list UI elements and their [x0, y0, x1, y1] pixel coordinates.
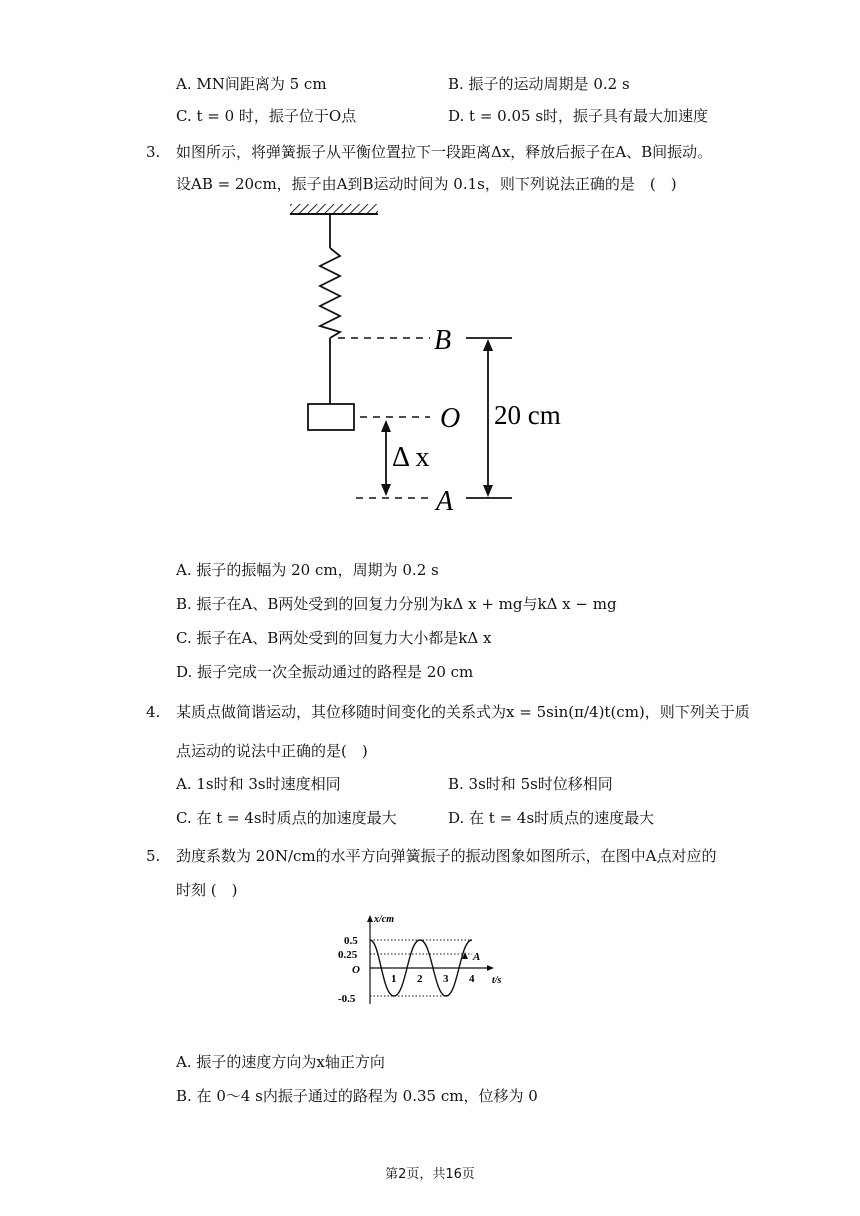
len-arrow-head-up [483, 339, 493, 351]
label-b: B [434, 325, 452, 356]
y-tick-0.5: 0.5 [344, 935, 358, 947]
q2-option-d: D. t = 0.05 s时，振子具有最大加速度 [448, 107, 709, 125]
q4-option-a: A. 1s时和 3s时速度相同 [176, 775, 341, 793]
graph-y-arrow [367, 915, 373, 922]
page-footer: 第2页，共16页 [385, 1167, 475, 1182]
q5-stem-line1: 劲度系数为 20N/cm的水平方向弹簧振子的振动图象如图所示，在图中A点对应的 [176, 847, 717, 865]
label-a: A [436, 486, 454, 517]
q2-option-a: A. MN间距离为 5 cm [176, 75, 327, 93]
x-tick-4: 4 [469, 973, 475, 985]
q3-option-b: B. 振子在A、B两处受到的回复力分别为kΔ x + mg与kΔ x − mg [176, 595, 617, 613]
y-tick-neg0.5: -0.5 [338, 993, 356, 1005]
q3-option-c: C. 振子在A、B两处受到的回复力大小都是kΔ x [176, 629, 492, 647]
q5-option-a: A. 振子的速度方向为x轴正方向 [176, 1053, 385, 1071]
spring-coil [320, 248, 340, 338]
label-length: 20 cm [494, 400, 561, 430]
ceiling-hatch [290, 204, 378, 214]
q3-stem-line1: 如图所示，将弹簧振子从平衡位置拉下一段距离Δx，释放后振子在A、B间振动。 [176, 143, 713, 161]
q5-option-b: B. 在 0～4 s内振子通过的路程为 0.35 cm，位移为 0 [176, 1087, 538, 1105]
q5-number: 5. [146, 847, 161, 865]
q2-option-c: C. t = 0 时，振子位于O点 [176, 107, 357, 125]
q4-option-c: C. 在 t = 4s时质点的加速度最大 [176, 809, 397, 827]
q5-stem-line2: 时刻 ( ) [176, 881, 238, 899]
q5-vibration-graph [332, 910, 522, 1010]
q4-stem-line1: 某质点做简谐运动，其位移随时间变化的关系式为x = 5sin(π/4)t(cm)，则下列关于质 [176, 703, 750, 721]
q3-option-a: A. 振子的振幅为 20 cm，周期为 0.2 s [176, 561, 439, 579]
q4-option-b: B. 3s时和 5s时位移相同 [448, 775, 613, 793]
len-arrow-head-down [483, 485, 493, 497]
x-tick-3: 3 [443, 973, 449, 985]
graph-y-label: x/cm [374, 914, 394, 925]
label-dx: Δ x [392, 442, 430, 473]
q3-number: 3. [146, 143, 161, 161]
dx-arrow-head-up [381, 420, 391, 432]
q4-number: 4. [146, 703, 161, 721]
graph-x-arrow [487, 965, 494, 971]
y-tick-0.25: 0.25 [338, 949, 358, 961]
q3-spring-figure [280, 198, 600, 520]
point-a-label: A [473, 951, 481, 963]
q3-option-d: D. 振子完成一次全振动通过的路程是 20 cm [176, 663, 474, 681]
graph-x-label: t/s [492, 975, 502, 986]
dx-arrow-head-down [381, 484, 391, 496]
q2-option-b: B. 振子的运动周期是 0.2 s [448, 75, 630, 93]
label-o: O [440, 403, 461, 434]
oscillator-block [308, 404, 354, 430]
x-tick-1: 1 [391, 973, 397, 985]
q4-stem-line2: 点运动的说法中正确的是( ) [176, 742, 368, 760]
x-tick-2: 2 [417, 973, 423, 985]
q4-option-d: D. 在 t = 4s时质点的速度最大 [448, 809, 655, 827]
q3-stem-line2: 设AB = 20cm，振子由A到B运动时间为 0.1s，则下列说法正确的是 ( ) [176, 175, 677, 193]
graph-origin: O [352, 964, 360, 976]
